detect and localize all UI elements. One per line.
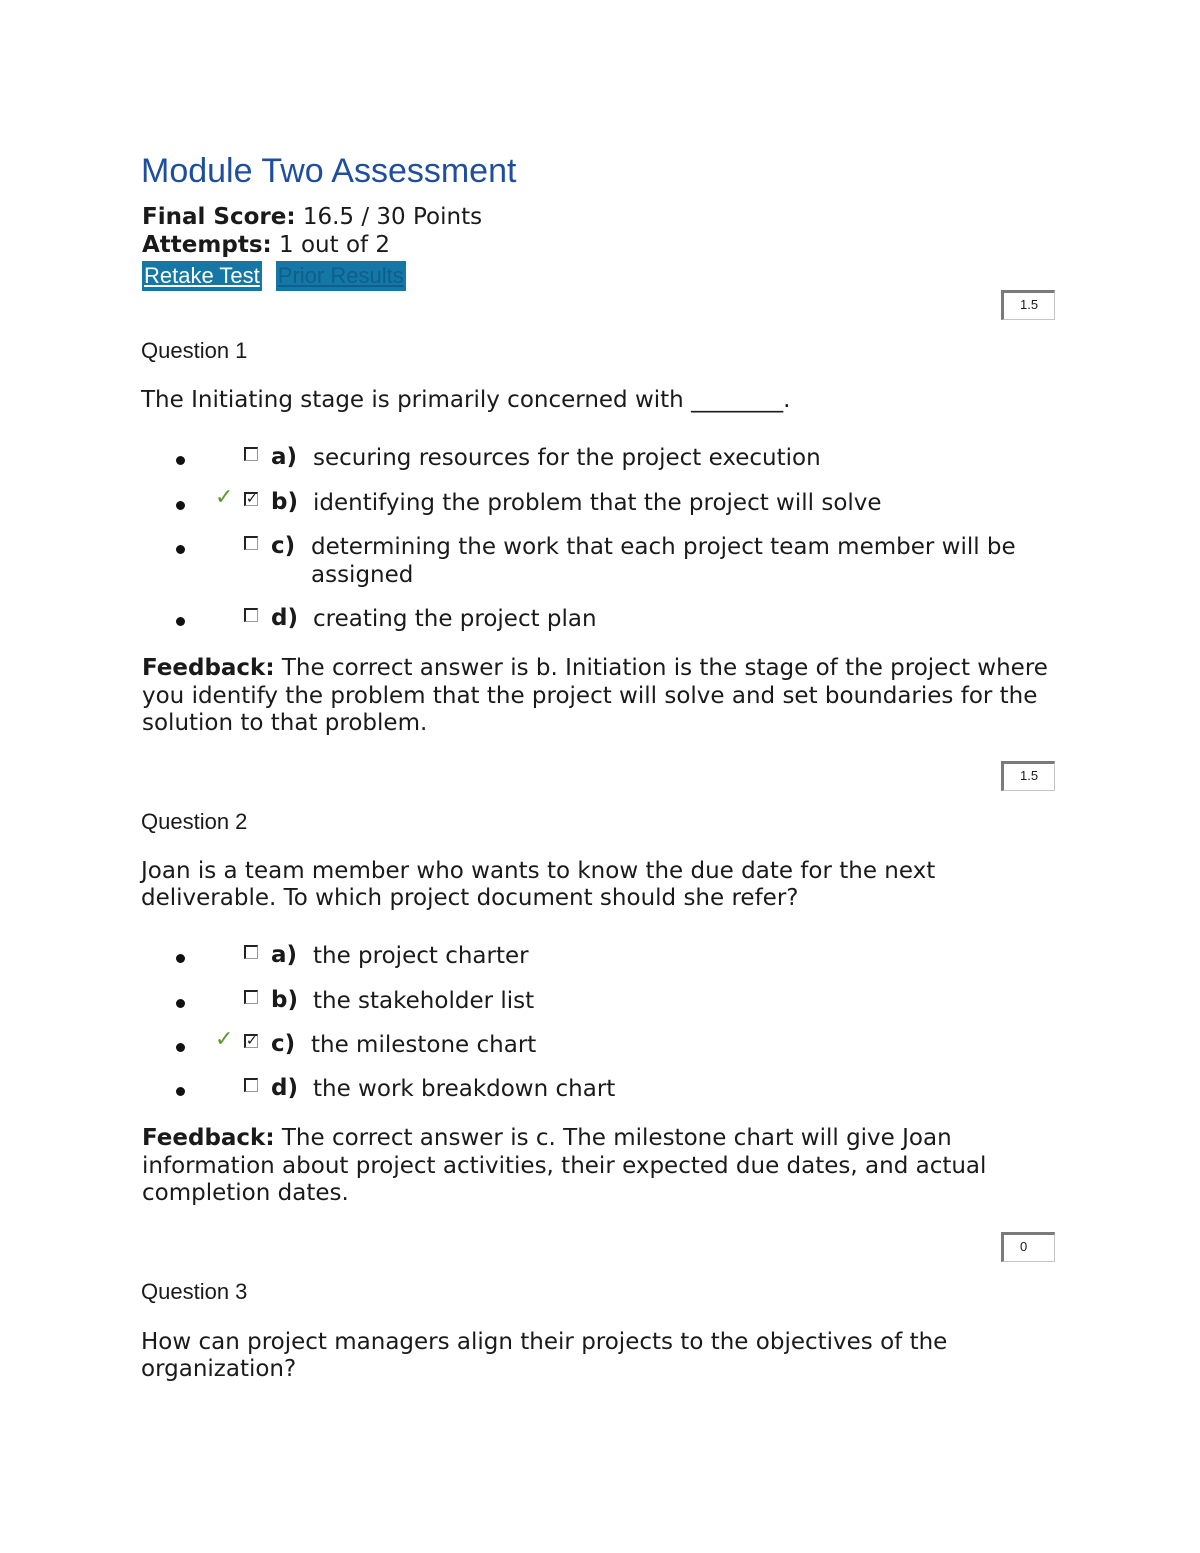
question-1-option-c (141, 533, 1041, 588)
question-2-score: 1.5 (1001, 761, 1055, 791)
question-2-option-b (141, 987, 1041, 1017)
option-letter: b) (271, 489, 298, 515)
option-checkbox[interactable] (244, 447, 258, 461)
question-2-label: Question 2 (141, 809, 248, 834)
option-letter: d) (271, 1075, 298, 1101)
correct-check-icon: ✓ (215, 485, 234, 510)
bullet-icon (176, 1087, 185, 1096)
attempts-label: Attempts: (142, 232, 272, 258)
option-text: determining the work that each project team member will be assigned (311, 534, 1016, 588)
option-checkbox[interactable] (244, 945, 258, 959)
question-1-feedback (142, 655, 1057, 738)
option-text: the project charter (313, 943, 529, 969)
question-1-option-b (141, 485, 1041, 519)
feedback-label: Feedback: (142, 655, 275, 681)
question-2-text: Joan is a team member who wants to know the due date for the next deliverable. To which project document should she refer? (141, 858, 936, 911)
option-text: the stakeholder list (313, 988, 535, 1014)
option-letter: b) (271, 987, 298, 1013)
bullet-icon (176, 1043, 185, 1052)
question-2-option-c (141, 1027, 1041, 1061)
bullet-icon (176, 999, 185, 1008)
attempts (142, 232, 390, 258)
option-checkbox[interactable]: ✓ (246, 491, 258, 507)
option-letter: d) (271, 605, 298, 631)
final-score (142, 204, 482, 230)
question-1-score: 1.5 (1001, 290, 1055, 320)
question-1-text: The Initiating stage is primarily concerned with ________. (141, 387, 791, 413)
feedback-label: Feedback: (142, 1125, 275, 1151)
question-3-score: 0 (1001, 1232, 1055, 1262)
option-text: the milestone chart (311, 1032, 537, 1058)
feedback-text: The correct answer is b. Initiation is the stage of the project where you identify the problem that the project will solve and set boundaries for the solution to that problem. (142, 655, 1048, 736)
question-1-label: Question 1 (141, 338, 248, 363)
bullet-icon (176, 617, 185, 626)
final-score-value: 16.5 / 30 Points (302, 204, 483, 230)
option-letter: a) (271, 444, 298, 470)
bullet-icon (176, 456, 185, 465)
retake-test-button[interactable]: Retake Test (142, 261, 262, 291)
option-letter: c) (271, 533, 296, 559)
option-checkbox[interactable] (244, 1078, 258, 1092)
option-text: the work breakdown chart (313, 1076, 616, 1102)
question-2-feedback (142, 1125, 1057, 1208)
option-text: creating the project plan (313, 606, 597, 632)
option-checkbox[interactable] (244, 990, 258, 1004)
bullet-icon (176, 501, 185, 510)
bullet-icon (176, 545, 185, 554)
attempts-value: 1 out of 2 (279, 232, 391, 258)
question-1-option-d (141, 605, 1041, 635)
correct-check-icon: ✓ (215, 1027, 234, 1052)
option-checkbox[interactable]: ✓ (246, 1033, 258, 1049)
option-checkbox[interactable] (244, 536, 258, 550)
option-text: securing resources for the project execution (313, 445, 821, 471)
question-2-option-d (141, 1075, 1041, 1105)
final-score-label: Final Score: (142, 204, 296, 230)
option-letter: a) (271, 942, 298, 968)
feedback-text: The correct answer is c. The milestone chart will give Joan information about project activities, their expected due dates, and actual completion dates. (142, 1125, 987, 1206)
option-text: identifying the problem that the project will solve (313, 490, 882, 516)
prior-results-button[interactable]: Prior Results (276, 261, 406, 291)
question-2-option-a (141, 942, 1041, 972)
option-letter: c) (271, 1031, 296, 1057)
question-3-label: Question 3 (141, 1279, 248, 1304)
option-checkbox[interactable] (244, 608, 258, 622)
question-1-option-a (141, 444, 1041, 474)
question-3-text: How can project managers align their projects to the objectives of the organization? (141, 1329, 948, 1382)
page-title: Module Two Assessment (141, 152, 517, 190)
action-buttons (142, 261, 406, 291)
bullet-icon (176, 954, 185, 963)
